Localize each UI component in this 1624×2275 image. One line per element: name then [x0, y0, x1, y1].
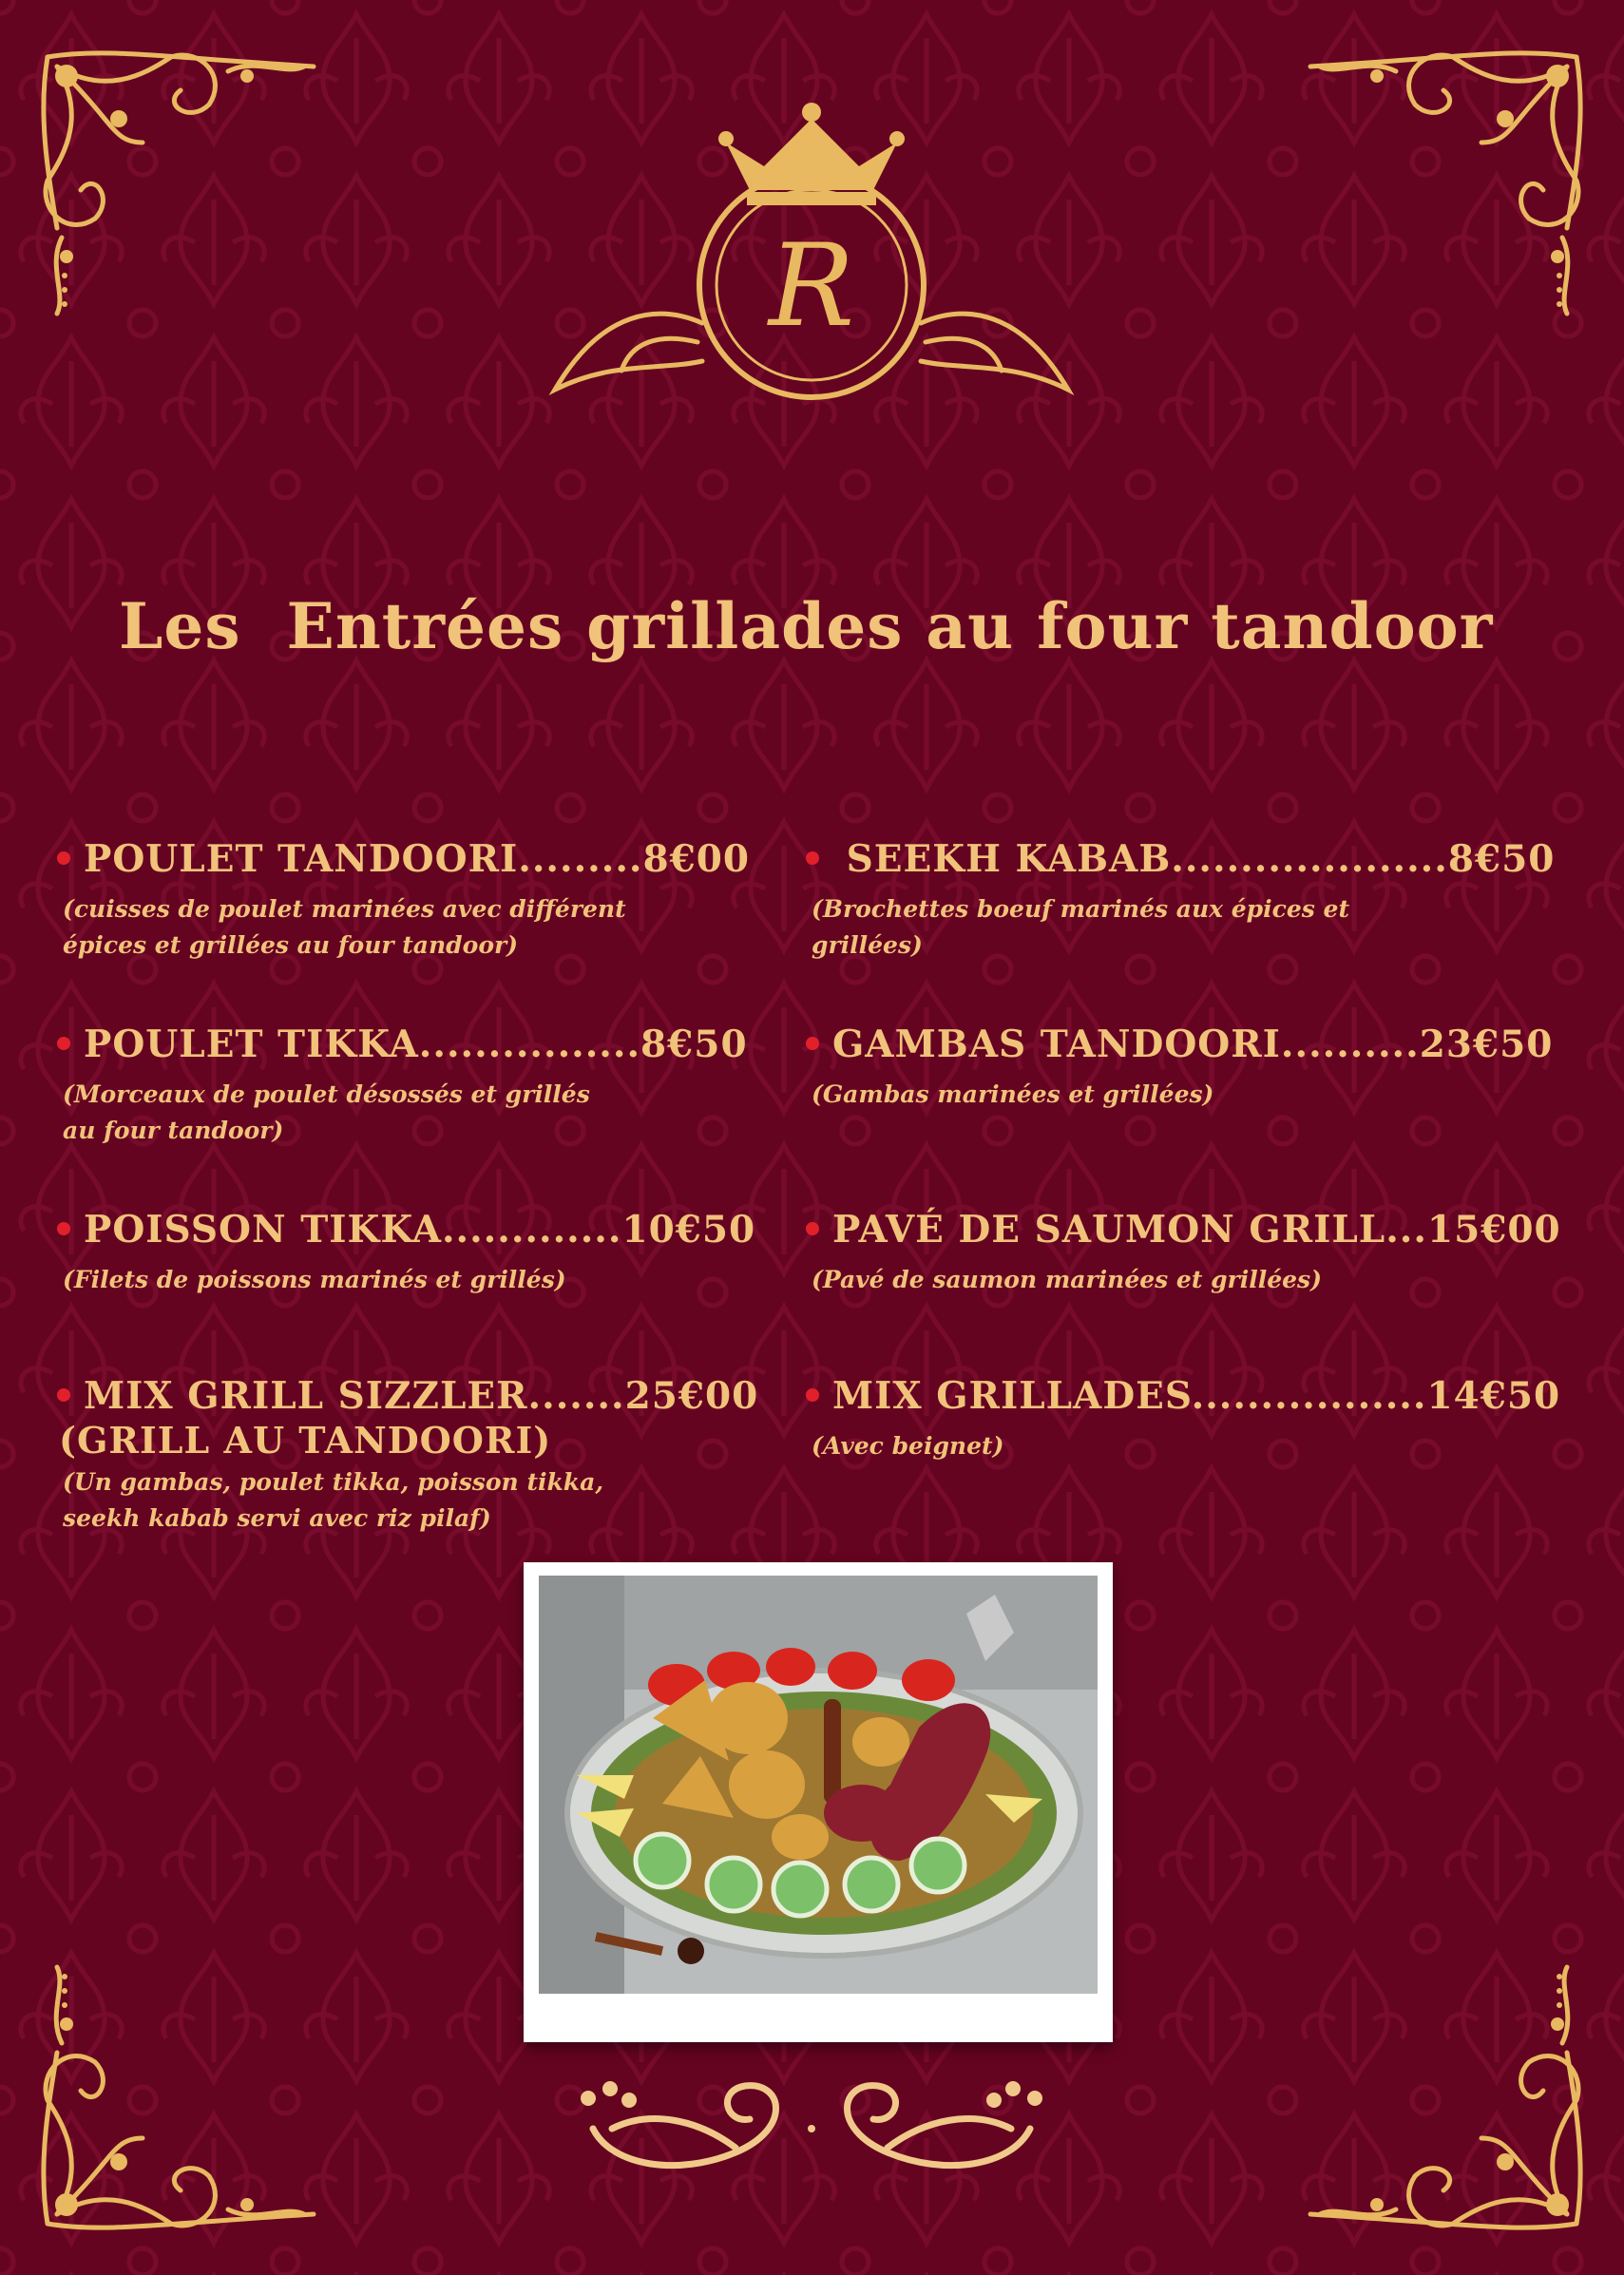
menu-item-mix-grill-sizzler [57, 1373, 758, 1537]
menu-item-poulet-tandoori [57, 836, 750, 964]
bullet-icon [57, 851, 70, 865]
item-name: MIX GRILLADES.................14€50 [832, 1374, 1561, 1418]
item-name: SEEKH KABAB....................8€50 [832, 837, 1556, 881]
menu-item-gambas-tandoori [806, 1022, 1553, 1113]
item-description: (Gambas marinées et grillées) [812, 1080, 1214, 1108]
menu-item-pave-de-saumon [806, 1207, 1561, 1298]
menu-item-poisson-tikka [57, 1207, 755, 1298]
bottom-flourish-ornament [574, 2072, 1049, 2186]
menu-item-mix-grillades [806, 1373, 1560, 1464]
item-name: POISSON TIKKA.............10€50 [84, 1208, 756, 1252]
menu-section-title: Les Entrées grillades au four tandoor [119, 589, 1494, 663]
corner-ornament-top-right [1291, 38, 1595, 342]
item-description: (Avec beignet) [812, 1432, 1004, 1460]
bullet-icon [57, 1037, 70, 1050]
item-name: GAMBAS TANDOORI..........23€50 [832, 1023, 1554, 1066]
photo-frame [524, 1562, 1113, 2042]
corner-ornament-top-left [29, 38, 333, 342]
item-description: (Brochettes boeuf marinés aux épices et grillées) [812, 895, 1349, 959]
bullet-icon [806, 851, 819, 865]
corner-ornament-bottom-left [29, 1939, 333, 2243]
bullet-icon [806, 1388, 819, 1402]
item-name: MIX GRILL SIZZLER.......25€00 [84, 1374, 759, 1418]
item-description: (cuisses de poulet marinées avec différent épices et grillées au four tandoor) [63, 895, 626, 959]
restaurant-logo [545, 86, 1078, 409]
menu-item-poulet-tikka [57, 1022, 748, 1149]
logo-letter: R [768, 220, 855, 353]
item-name: POULET TANDOORI.........8€00 [84, 837, 751, 881]
item-description: (Un gambas, poulet tikka, poisson tikka, seekh kabab servi avec riz pilaf) [63, 1468, 604, 1532]
item-name: POULET TIKKA................8€50 [84, 1023, 748, 1066]
menu-item-seekh-kabab [806, 836, 1555, 964]
bullet-icon [806, 1037, 819, 1050]
item-name: PAVÉ DE SAUMON GRILL...15€00 [832, 1208, 1561, 1252]
bullet-icon [57, 1222, 70, 1235]
item-subtitle: (GRILL AU TANDOORI) [59, 1419, 552, 1462]
item-description: (Filets de poissons marinés et grillés) [63, 1266, 566, 1293]
corner-ornament-bottom-right [1291, 1939, 1595, 2243]
bullet-icon [806, 1222, 819, 1235]
mixed-grill-platter-photo [539, 1576, 1098, 1994]
bullet-icon [57, 1388, 70, 1402]
item-description: (Morceaux de poulet désossés et grillés au four tandoor) [63, 1080, 590, 1144]
item-description: (Pavé de saumon marinées et grillées) [812, 1266, 1322, 1293]
